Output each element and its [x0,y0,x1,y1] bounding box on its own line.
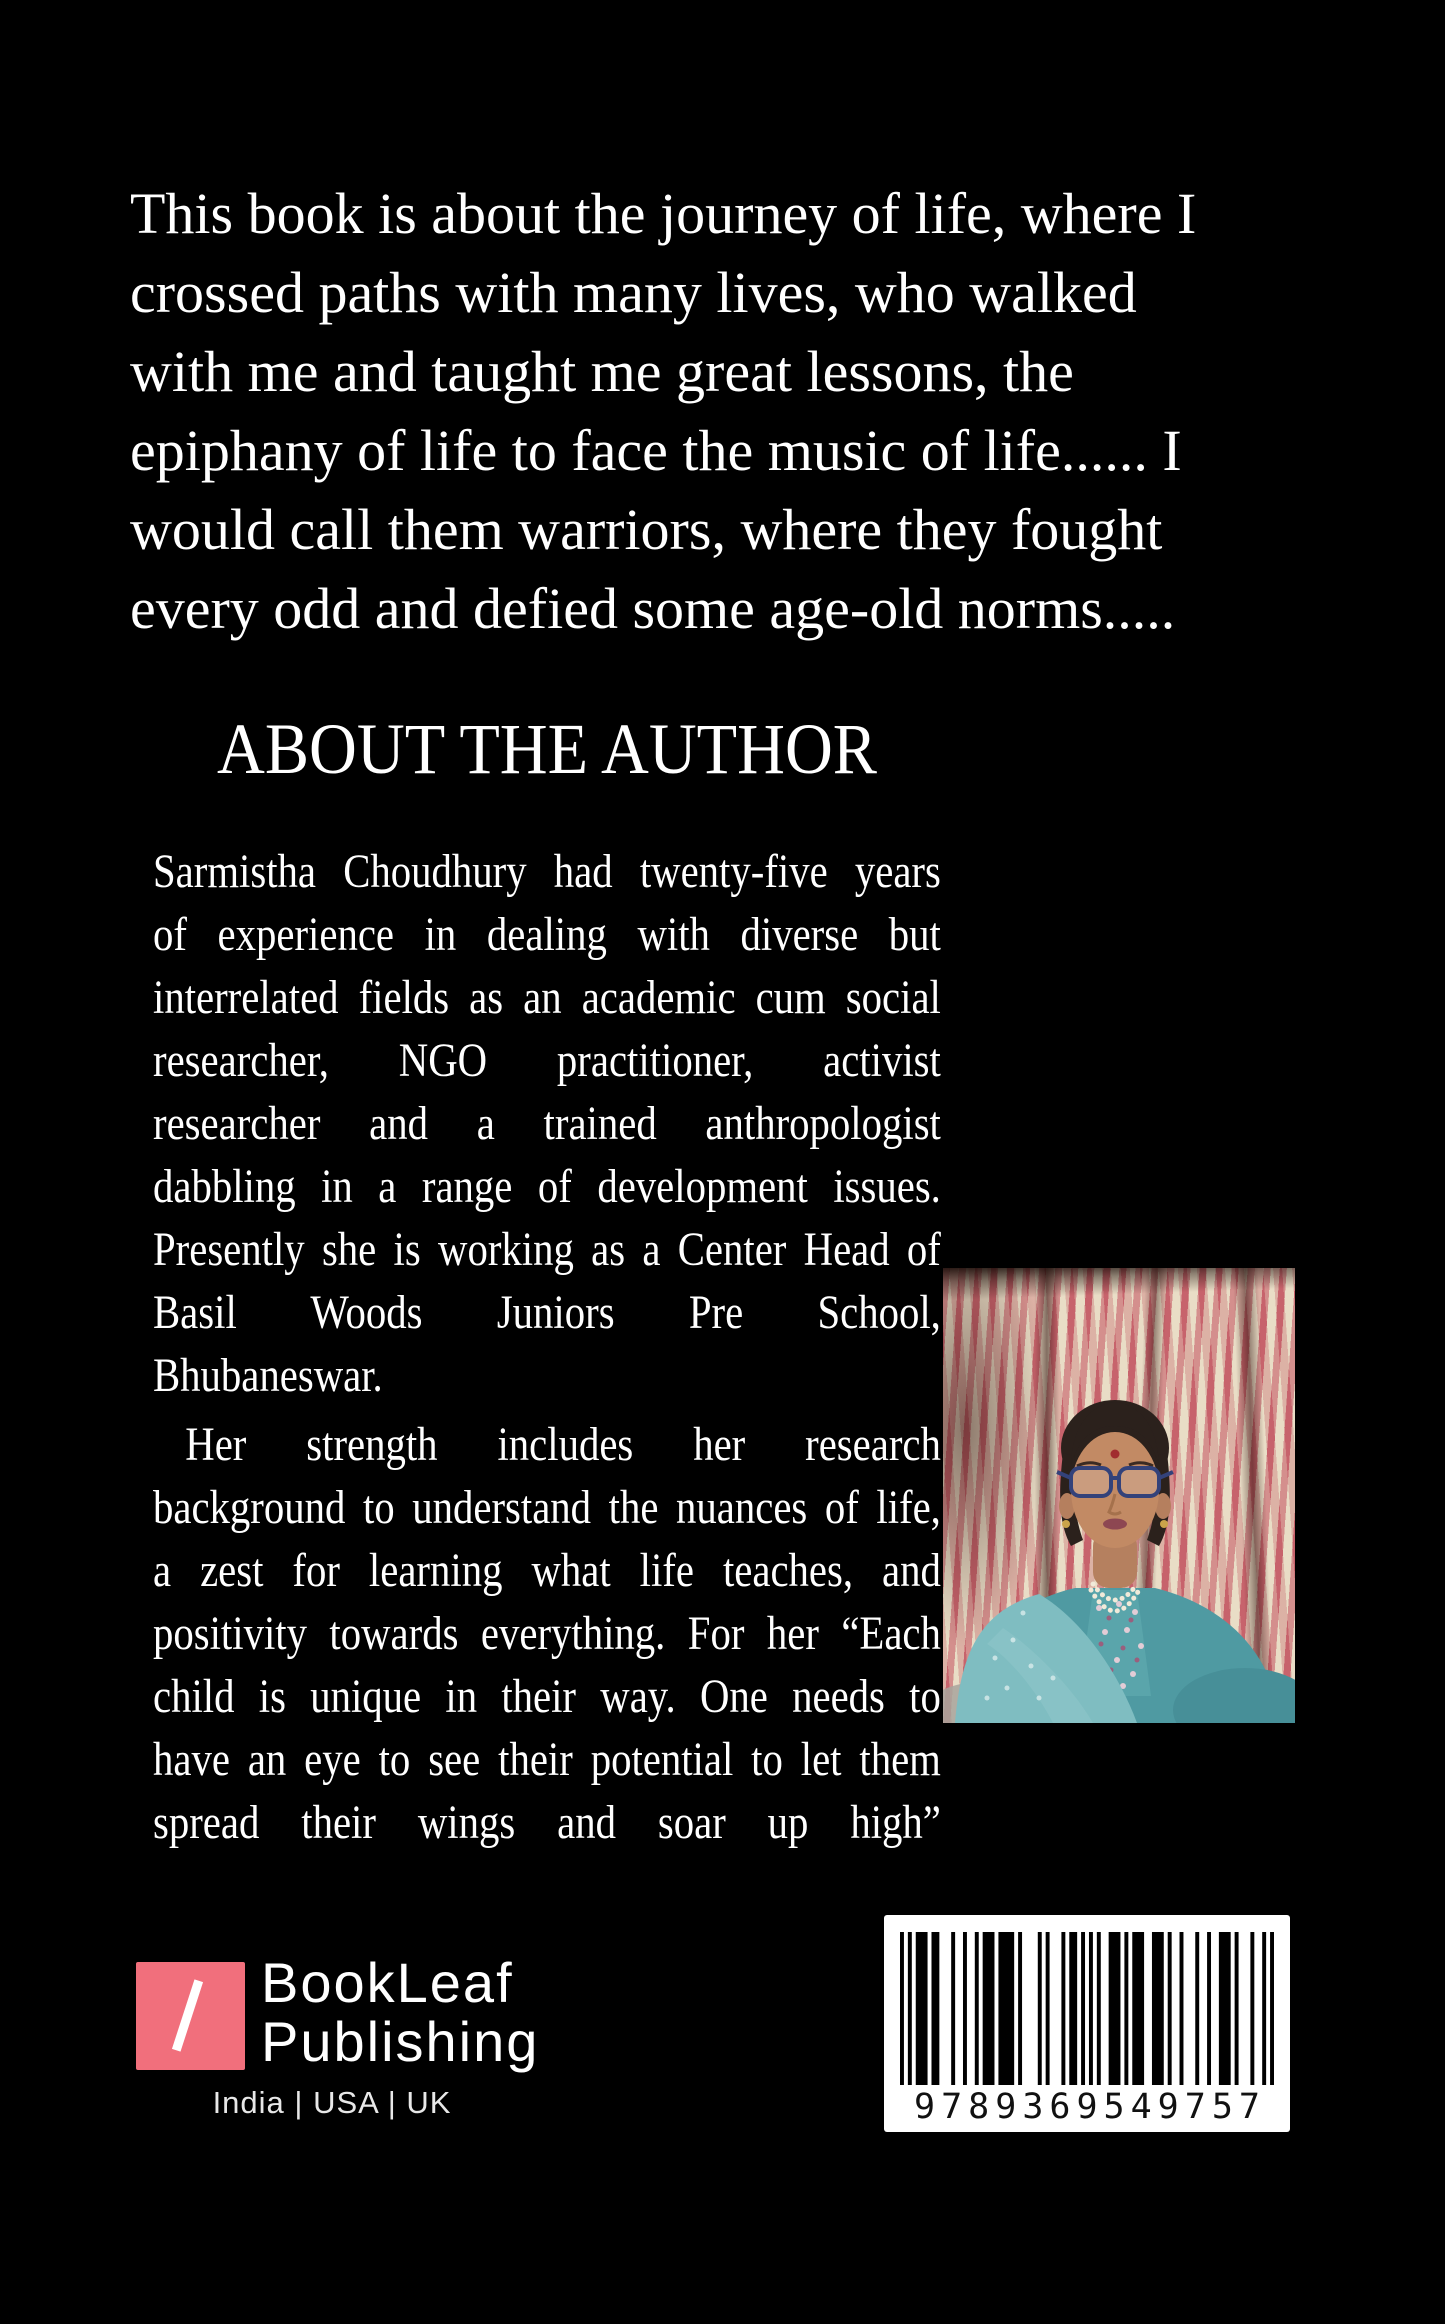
slash-icon [172,1979,203,2051]
publisher-regions: India | USA | UK [212,2085,452,2120]
barcode-bars [900,1932,1274,2085]
barcode-number: 9789369549757 [914,2087,1266,2127]
bio-paragraph-1: Sarmistha Choudhury had twenty-five years of experience in dealing with diverse but interrelated fields as an academic cum social researcher, NGO practitioner, activist researcher and a trained anthropologist dabbling in a range of development issues. Presently she is working as a Center Head of Basil Woods Juniors Pre School, Bhubaneswar. [153,845,941,1402]
isbn-barcode [884,1915,1290,2132]
publisher-name-line2: Publishing [261,2010,540,2073]
author-photo [943,1268,1295,1723]
author-bio [153,840,941,1854]
about-the-author-heading: ABOUT THE AUTHOR [217,709,877,789]
publisher-name [261,1953,539,2071]
publisher-name-line1: BookLeaf [261,1951,514,2014]
back-cover-blurb: This book is about the journey of life, where I crossed paths with many lives, who walked with me and taught me great lessons, the epiphany of life to face the music of life...... I would call them warriors, where they fought every odd and defied some age-old norms..... [130,181,1197,641]
bio-paragraph-2: Her strength includes her research background to understand the nuances of life, a zest for learning what life teaches, and positivity towards everything. For her “Each child is unique in their way. One needs to have an eye to see their potential to let them spread their wings and soar up high” [153,1418,941,1849]
publisher-logo [136,1962,245,2070]
author-portrait-illustration [943,1268,1295,1723]
